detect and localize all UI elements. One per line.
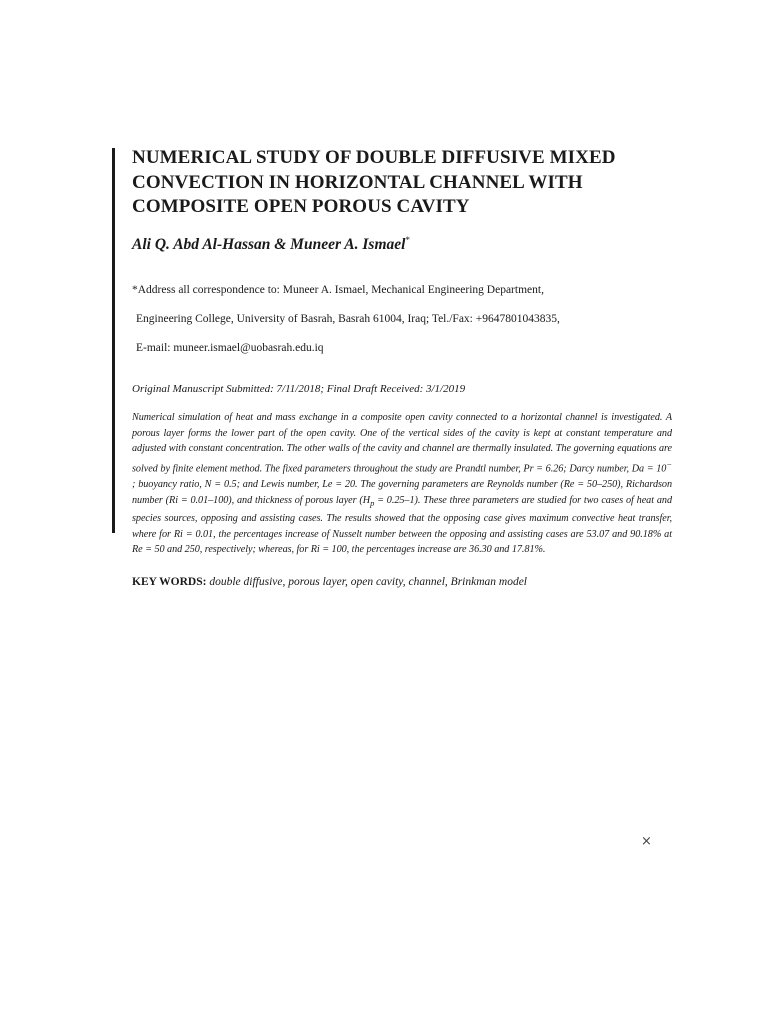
address-line-2: Engineering College, University of Basrah, Basrah 61004, Iraq; Tel./Fax: +9647801043835, (136, 313, 560, 326)
manuscript-dates: Original Manuscript Submitted: 7/11/2018; Final Draft Received: 3/1/2019 (132, 383, 466, 396)
close-icon[interactable]: × (641, 834, 652, 849)
author-names: Ali Q. Abd Al-Hassan & Muneer A. Ismael (132, 235, 406, 253)
address-marker: * (132, 284, 138, 297)
address-line-3: E-mail: muneer.ismael@uobasrah.edu.iq (136, 342, 324, 355)
article-header (132, 146, 672, 589)
abstract: Numerical simulation of heat and mass exchange in a composite open cavity connected to a horizontal channel is investigated. A porous layer forms the lower part of the open cavity. One of the vertical sides of the cavity is kept at constant temperature and adjusted with constant concentration. The other walls of the cavity and channel are thermally insulated. The governing equations are solved by finite element method. The fixed parameters throughout the study are Prandtl number, Pr = 6.26; Darcy number, Da = 10− ; buoyancy ratio, N = 0.5; and Lewis number, Le = 20. The governing parameters are Reynolds number (Re = 50–250), Richardson number (Ri = 0.01–100), and thickness of porous layer $(H_p = 0.25-1)$. These three parameters are studied for two cases of heat and species sources, opposing and assisting cases. The results showed that the opposing case gives maximum convective heat transfer, where for Ri = 0.01, the percentages increase of Nusselt number between the opposing and assisting cases are 53.07 and 90.18% at Re = 50 and 250, respectively; whereas, for Ri = 100, the percentages increase are 36.30 and 17.81%. (132, 412, 672, 556)
darcy-exponent: − (666, 458, 672, 469)
porous-layer-subscript: p (370, 497, 375, 508)
correspondence-address (132, 269, 672, 371)
keywords-text: double diffusive, porous layer, open cavity, channel, Brinkman model (209, 575, 528, 588)
keywords (132, 575, 672, 589)
keywords-label: KEY WORDS: (132, 575, 207, 588)
left-rule (112, 148, 115, 533)
paper-title: NUMERICAL STUDY OF DOUBLE DIFFUSIVE MIXED CONVECTION IN HORIZONTAL CHANNEL WITH COMPOSITE OPEN POROUS CAVITY (132, 147, 616, 217)
author-line (132, 230, 672, 255)
corresponding-author-marker: * (405, 234, 410, 245)
address-line-1: *Address all correspondence to: Muneer A. Ismael, Mechanical Engineering Department, (132, 284, 544, 297)
